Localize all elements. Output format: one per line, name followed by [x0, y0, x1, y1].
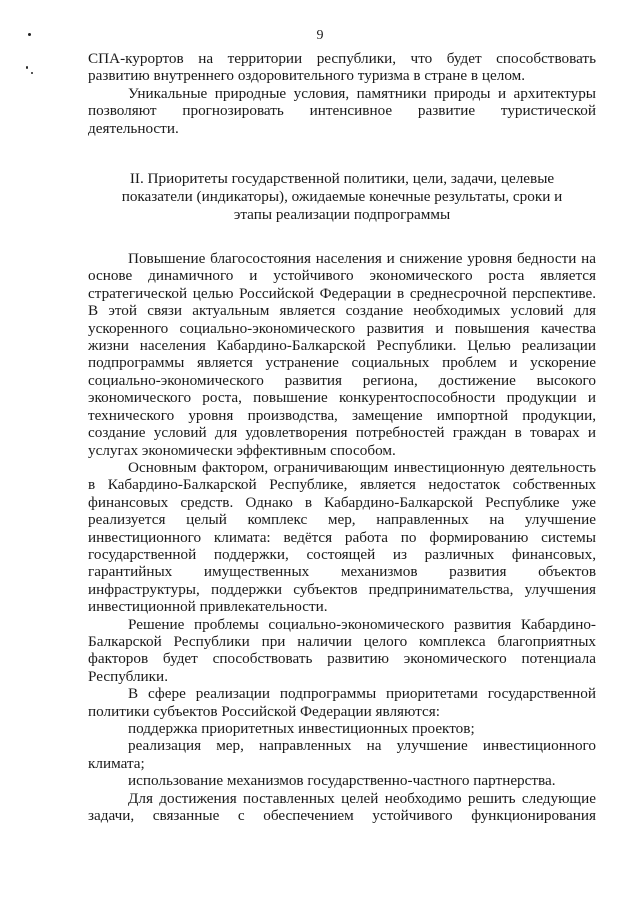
paragraph-problem-solution: Решение проблемы социально-экономического развития Кабардино-Балкарской Республики при наличии целого комплекса благоприятных факторов будет способствовать развитию экономического потенциала Республики. — [88, 615, 596, 685]
paragraph-wellbeing: Повышение благосостояния населения и снижение уровня бедности на основе динамичного и устойчивого экономического роста является стратегической целью Российской Федерации в среднесрочной перспективе. В этой связи актуальным является создание необходимых условий для ускоренного социально-экономического развития и повышения качества жизни населения Кабардино-Балкарской Республики. Целью реализации подпрограммы является устранение социальных проблем и ускорение социально-экономического развития региона, достижение высокого экономического роста, повышение конкурентоспособности продукции и технического уровня производства, замещение импортной продукции, создание условий для удовлетворения потребностей граждан в товарах и услугах экономически эффективным способом. — [88, 250, 596, 459]
list-item-ppp: использование механизмов государственно-частного партнерства. — [128, 772, 556, 790]
paragraph-tasks: Для достижения поставленных целей необходимо решить следующие задачи, связанные с обеспечением устойчивого функционирования — [88, 789, 596, 825]
paragraph-natural-conditions: Уникальные природные условия, памятники природы и архитектуры позволяют прогнозировать интенсивное развитие туристической деятельности. — [88, 84, 596, 137]
list-item-priority-projects: поддержка приоритетных инвестиционных проектов; — [128, 720, 475, 737]
page-text — [88, 50, 596, 824]
section-heading: II. Приоритеты государственной политики, цели, задачи, целевые показатели (индикаторы), ожидаемые конечные результаты, сроки и этапы реализации подпрограммы — [121, 170, 563, 224]
paragraph-priorities-intro: В сфере реализации подпрограммы приоритетами государственной политики субъектов Российской Федерации являются: — [88, 685, 596, 720]
scan-speck — [31, 72, 33, 74]
paragraph-spa-resorts: СПА-курортов на территории республики, что будет способствовать развитию внутреннего оздоровительного туризма в стране в целом. — [88, 50, 596, 85]
paragraph-investment-factor: Основным фактором, ограничивающим инвестиционную деятельность в Кабардино-Балкарской Республике, является недостаток собственных финансовых средств. Однако в Кабардино-Балкарской Республике уже реализуется целый комплекс мер, направленных на улучшение инвестиционного климата: ведётся работа по формированию системы государственной поддержки, состоящей из различных финансовых, гарантийных имущественных механизмов развития объектов инфраструктуры, поддержки субъектов предпринимательства, улучшения инвестиционной привлекательности. — [88, 458, 596, 616]
list-item-investment-climate: реализация мер, направленных на улучшение инвестиционного климата; — [88, 737, 596, 772]
page-number: 9 — [316, 28, 324, 43]
scan-speck — [26, 66, 28, 69]
